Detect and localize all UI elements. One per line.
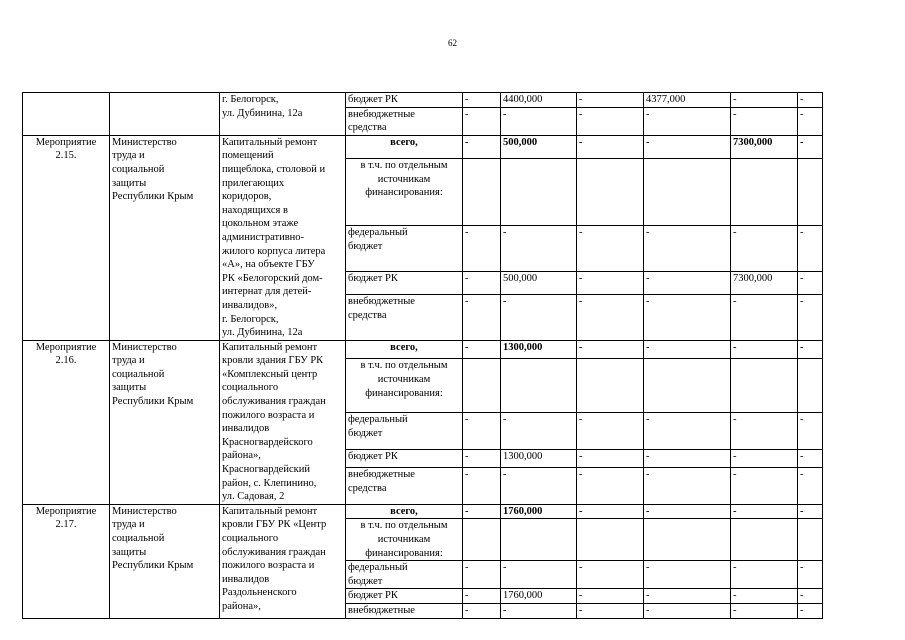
value-cell-5: -	[731, 413, 798, 449]
executor-cell: Министерство труда и социальной защиты Республики Крым	[110, 504, 220, 618]
value-cell-6: -	[798, 340, 823, 359]
value-cell-2: 4400,000	[501, 93, 577, 108]
value-cell-1: -	[463, 295, 501, 340]
value-cell-1: -	[463, 561, 501, 589]
source-cell: внебюджетные	[346, 603, 463, 618]
value-cell-6: -	[798, 413, 823, 449]
value-cell-1: -	[463, 340, 501, 359]
value-cell-3: -	[577, 271, 644, 294]
value-cell-3: -	[577, 589, 644, 604]
value-cell-3: -	[577, 603, 644, 618]
value-cell-6: -	[798, 295, 823, 340]
value-cell-6: -	[798, 504, 823, 519]
value-cell-2: 500,000	[501, 135, 577, 158]
empty-cell	[731, 359, 798, 413]
value-cell-6: -	[798, 561, 823, 589]
event-cell: Мероприятие 2.16.	[23, 340, 110, 504]
value-cell-3: -	[577, 561, 644, 589]
value-cell-3: -	[577, 340, 644, 359]
source-cell: бюджет РК	[346, 93, 463, 108]
value-cell-2: -	[501, 468, 577, 504]
value-cell-3: -	[577, 107, 644, 135]
value-cell-5: 7300,000	[731, 135, 798, 158]
empty-cell	[463, 359, 501, 413]
table-row	[23, 504, 823, 519]
empty-cell	[463, 519, 501, 561]
value-cell-1: -	[463, 413, 501, 449]
table-row	[23, 93, 823, 108]
value-cell-4: -	[644, 271, 731, 294]
value-cell-1: -	[463, 589, 501, 604]
value-cell-6: -	[798, 468, 823, 504]
value-cell-2: 1760,000	[501, 589, 577, 604]
value-cell-5: -	[731, 295, 798, 340]
source-cell: внебюджетные средства	[346, 468, 463, 504]
value-cell-6: -	[798, 603, 823, 618]
value-cell-4: -	[644, 135, 731, 158]
value-cell-2: -	[501, 226, 577, 271]
value-cell-2: 1300,000	[501, 340, 577, 359]
value-cell-1: -	[463, 226, 501, 271]
value-cell-4: -	[644, 468, 731, 504]
table-row	[23, 135, 823, 158]
source-cell: бюджет РК	[346, 449, 463, 468]
value-cell-4: -	[644, 589, 731, 604]
value-cell-1: -	[463, 504, 501, 519]
value-cell-1: -	[463, 449, 501, 468]
value-cell-4: -	[644, 226, 731, 271]
value-cell-2: 1300,000	[501, 449, 577, 468]
source-including-cell: в т.ч. по отдельным источникам финансирования:	[346, 359, 463, 413]
value-cell-4: -	[644, 561, 731, 589]
value-cell-2: 1760,000	[501, 504, 577, 519]
object-cell: Капитальный ремонт помещений пищеблока, столовой и прилегающих коридоров, находящихся в цокольном этаже административно- жилого корпуса литера «А», на объекте ГБУ РК «Белогорский дом- интернат для детей- инвалидов», г. Белогорск, ул. Дубинина, 12а	[220, 135, 346, 340]
value-cell-2: -	[501, 295, 577, 340]
empty-cell	[644, 159, 731, 226]
table-row	[23, 340, 823, 359]
value-cell-4: -	[644, 603, 731, 618]
source-cell: внебюджетные средства	[346, 295, 463, 340]
value-cell-6: -	[798, 93, 823, 108]
executor-cell	[110, 93, 220, 136]
source-cell: федеральный бюджет	[346, 561, 463, 589]
source-cell: федеральный бюджет	[346, 413, 463, 449]
object-cell: г. Белогорск, ул. Дубинина, 12а	[220, 93, 346, 136]
value-cell-1: -	[463, 603, 501, 618]
value-cell-3: -	[577, 413, 644, 449]
executor-cell: Министерство труда и социальной защиты Республики Крым	[110, 135, 220, 340]
empty-cell	[577, 359, 644, 413]
executor-cell: Министерство труда и социальной защиты Республики Крым	[110, 340, 220, 504]
source-total-cell: всего,	[346, 340, 463, 359]
value-cell-2: -	[501, 107, 577, 135]
value-cell-5: -	[731, 504, 798, 519]
value-cell-3: -	[577, 93, 644, 108]
empty-cell	[798, 519, 823, 561]
value-cell-6: -	[798, 449, 823, 468]
value-cell-1: -	[463, 93, 501, 108]
value-cell-1: -	[463, 468, 501, 504]
value-cell-6: -	[798, 271, 823, 294]
value-cell-5: -	[731, 449, 798, 468]
value-cell-5: -	[731, 589, 798, 604]
source-cell: бюджет РК	[346, 271, 463, 294]
empty-cell	[501, 159, 577, 226]
value-cell-6: -	[798, 135, 823, 158]
source-including-cell: в т.ч. по отдельным источникам финансирования:	[346, 519, 463, 561]
value-cell-4: 4377,000	[644, 93, 731, 108]
source-cell: внебюджетные средства	[346, 107, 463, 135]
value-cell-2: 500,000	[501, 271, 577, 294]
value-cell-4: -	[644, 413, 731, 449]
empty-cell	[798, 159, 823, 226]
value-cell-6: -	[798, 589, 823, 604]
empty-cell	[644, 359, 731, 413]
value-cell-1: -	[463, 107, 501, 135]
source-including-cell: в т.ч. по отдельным источникам финансирования:	[346, 159, 463, 226]
value-cell-2: -	[501, 561, 577, 589]
value-cell-5: -	[731, 93, 798, 108]
value-cell-3: -	[577, 295, 644, 340]
source-cell: федеральный бюджет	[346, 226, 463, 271]
empty-cell	[577, 159, 644, 226]
value-cell-5: -	[731, 340, 798, 359]
value-cell-4: -	[644, 449, 731, 468]
event-cell	[23, 93, 110, 136]
value-cell-2: -	[501, 603, 577, 618]
empty-cell	[501, 359, 577, 413]
event-cell: Мероприятие 2.17.	[23, 504, 110, 618]
empty-cell	[731, 159, 798, 226]
source-total-cell: всего,	[346, 135, 463, 158]
empty-cell	[463, 159, 501, 226]
object-cell: Капитальный ремонт кровли здания ГБУ РК «Комплексный центр социального обслуживания граждан пожилого возраста и инвалидов Красногвардейского района», Красногвардейский район, с. Клепинино, ул. Садовая, 2	[220, 340, 346, 504]
value-cell-4: -	[644, 340, 731, 359]
value-cell-4: -	[644, 107, 731, 135]
empty-cell	[501, 519, 577, 561]
value-cell-1: -	[463, 135, 501, 158]
value-cell-3: -	[577, 135, 644, 158]
event-cell: Мероприятие 2.15.	[23, 135, 110, 340]
empty-cell	[644, 519, 731, 561]
empty-cell	[798, 359, 823, 413]
page-number: 62	[448, 38, 457, 48]
value-cell-6: -	[798, 107, 823, 135]
value-cell-5: -	[731, 603, 798, 618]
value-cell-1: -	[463, 271, 501, 294]
value-cell-4: -	[644, 504, 731, 519]
value-cell-3: -	[577, 226, 644, 271]
source-total-cell: всего,	[346, 504, 463, 519]
value-cell-5: -	[731, 561, 798, 589]
value-cell-2: -	[501, 413, 577, 449]
empty-cell	[731, 519, 798, 561]
value-cell-3: -	[577, 504, 644, 519]
value-cell-5: -	[731, 468, 798, 504]
source-cell: бюджет РК	[346, 589, 463, 604]
budget-table	[22, 92, 823, 619]
value-cell-5: -	[731, 107, 798, 135]
value-cell-5: -	[731, 226, 798, 271]
value-cell-4: -	[644, 295, 731, 340]
value-cell-3: -	[577, 468, 644, 504]
value-cell-6: -	[798, 226, 823, 271]
empty-cell	[577, 519, 644, 561]
object-cell: Капитальный ремонт кровли ГБУ РК «Центр социального обслуживания граждан пожилого возраста и инвалидов Раздольненского района»,	[220, 504, 346, 618]
value-cell-5: 7300,000	[731, 271, 798, 294]
table-body	[23, 93, 823, 619]
value-cell-3: -	[577, 449, 644, 468]
